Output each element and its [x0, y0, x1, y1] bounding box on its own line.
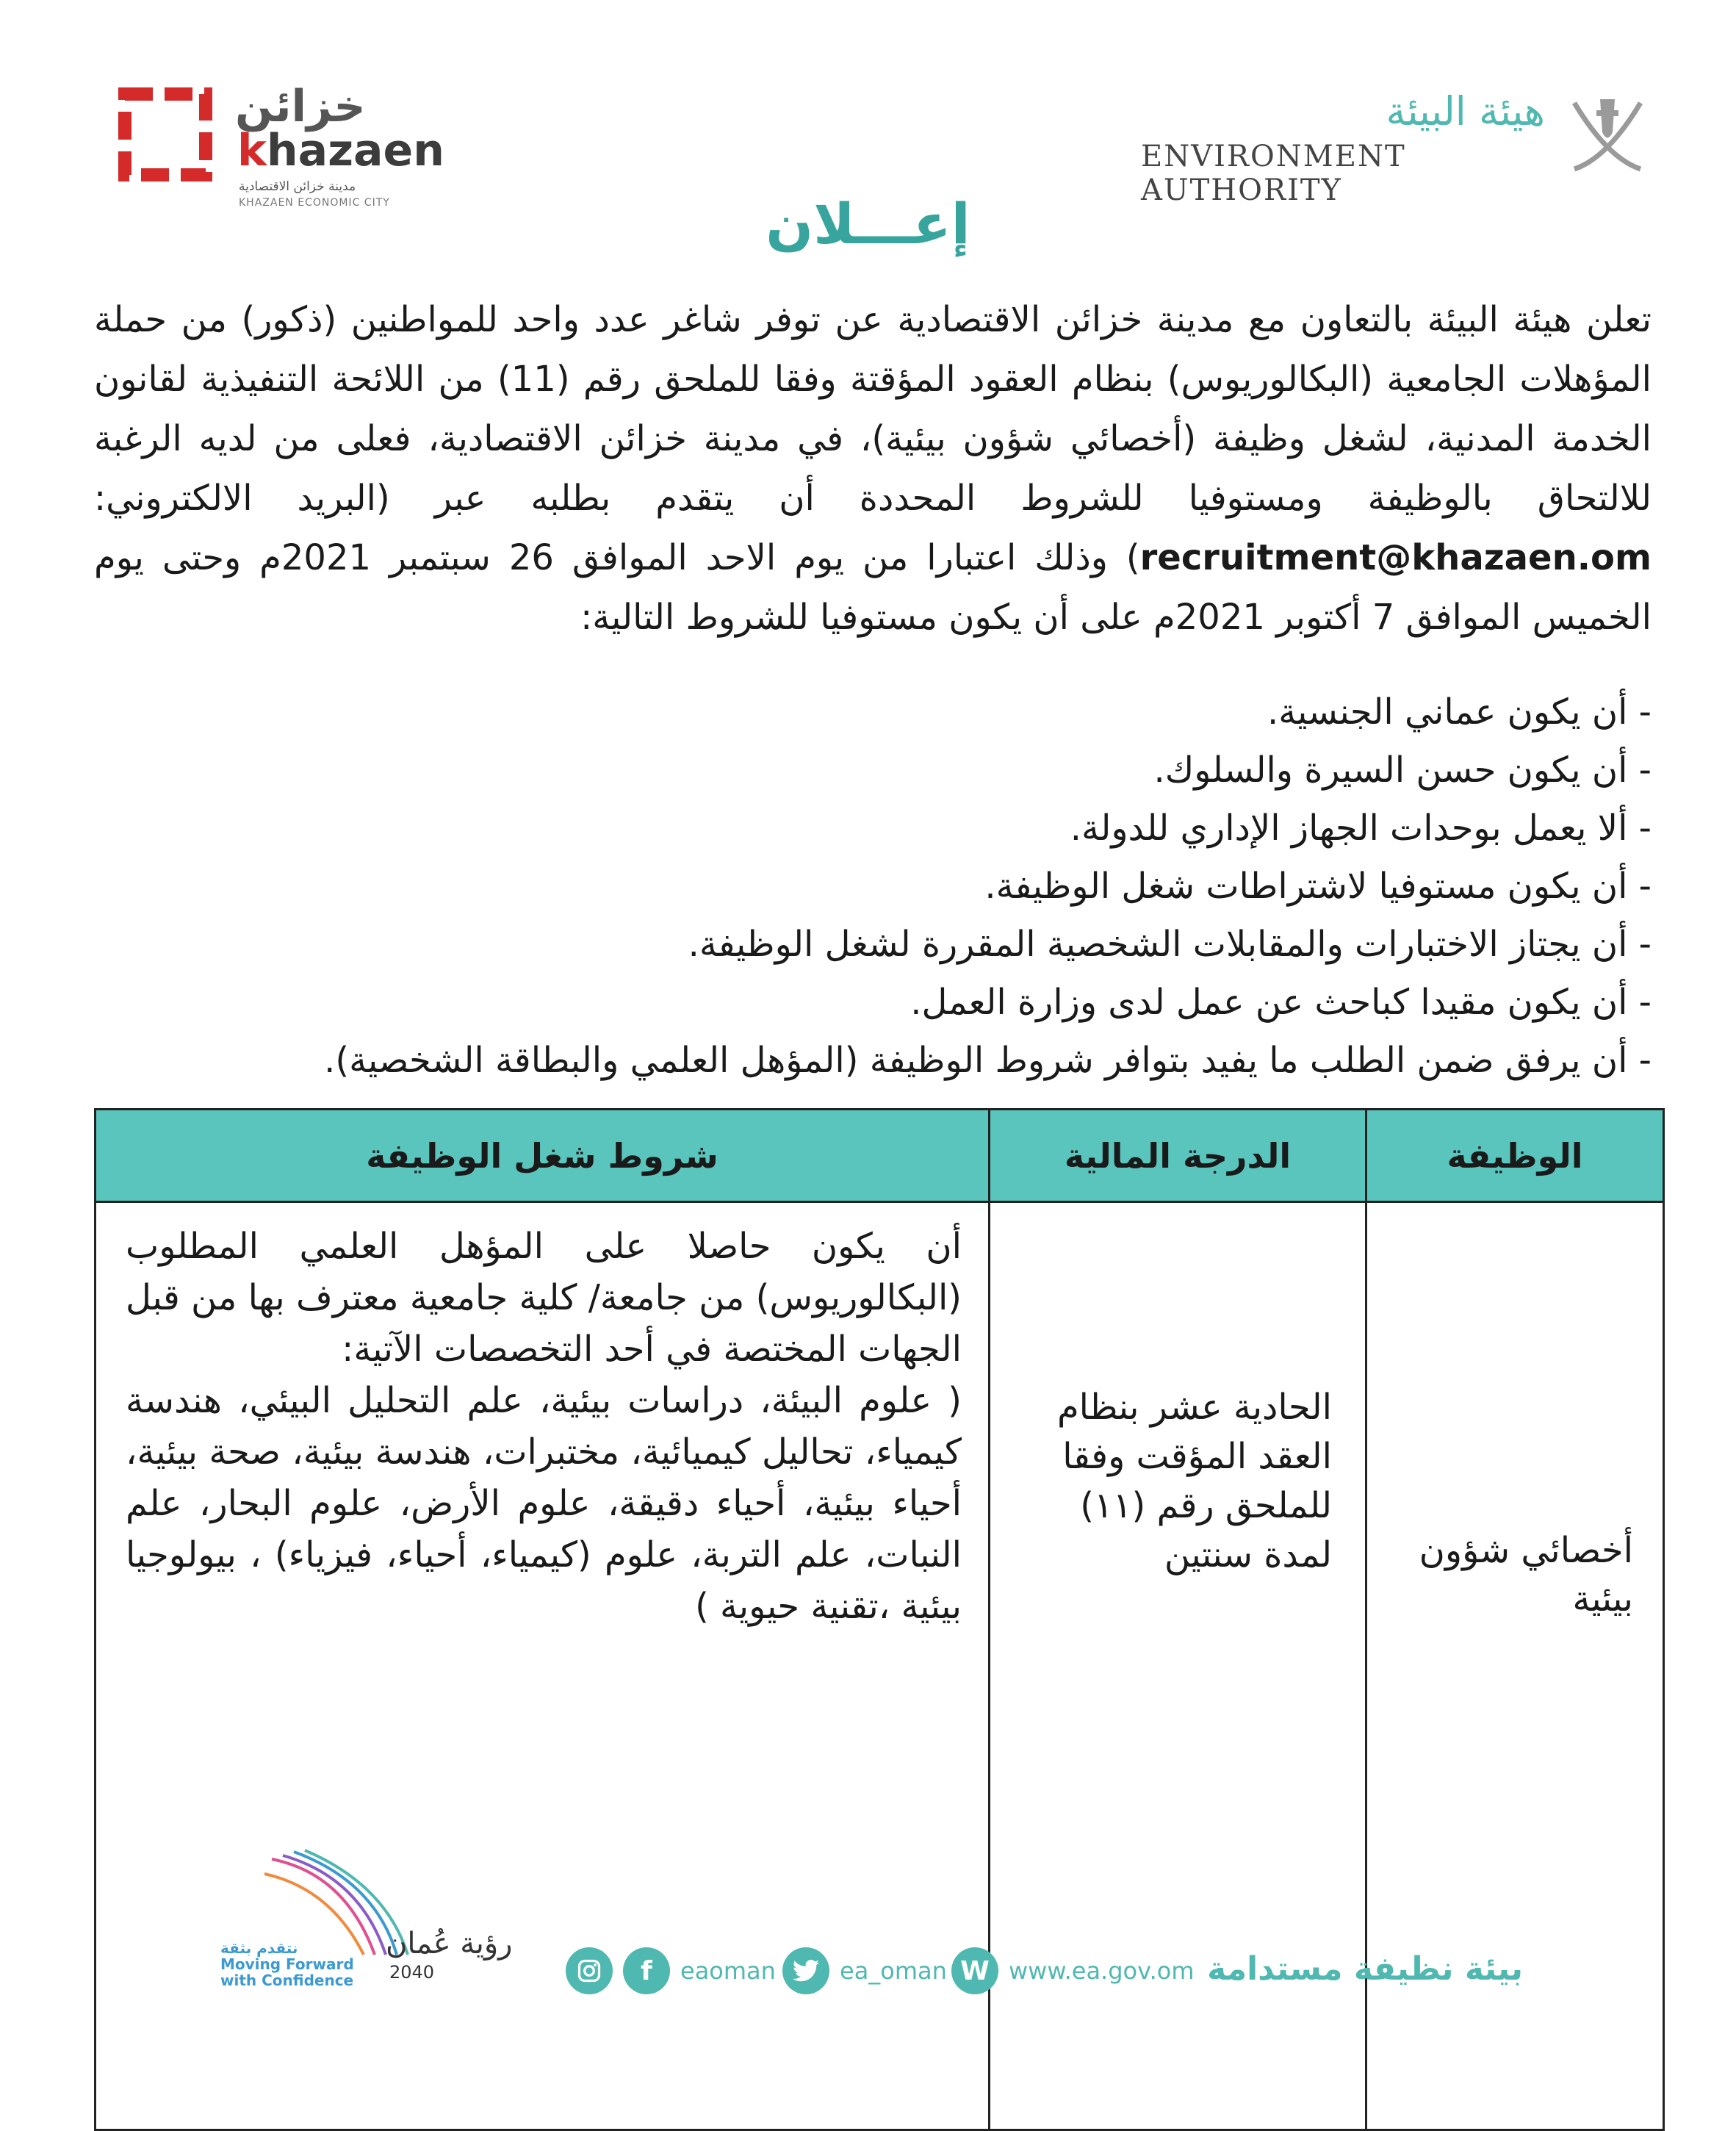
website-link[interactable]: www.ea.gov.om: [1009, 1957, 1195, 1985]
khazaen-arabic-name: خزائن: [235, 81, 366, 132]
table-header-row: [96, 1110, 1664, 1202]
footer-slogan: بيئة نظيفة مستدامة: [1207, 1950, 1523, 1988]
conditions-list: [65, 683, 1652, 1090]
khazaen-english-name: khazaen: [237, 125, 444, 176]
khazaen-logo: [118, 81, 444, 209]
vision-tagline: نتقدم بثقة Moving Forward with Confidence: [220, 1939, 354, 1989]
header-grade: الدرجة المالية: [990, 1110, 1366, 1202]
page-title: إعـــلان: [766, 191, 970, 256]
announcement-body: [94, 290, 1652, 647]
header-job: الوظيفة: [1366, 1110, 1664, 1202]
condition-item: - أن يكون مستوفيا لاشتراطات شغل الوظيفة.: [984, 866, 1652, 907]
requirements-specializations: ( علوم البيئة، دراسات بيئية، علم التحليل البيئي، هندسة كيمياء، تحاليل كيميائية، مختبرات، هندسة بيئية، صحة بيئية، أحياء بيئية، أحياء دقيقة، علوم الأرض، علوم البحار، علم النبات، علم التربة، علوم (كيمياء، أحياء، فيزياء) ، بيولوجيا بيئية ،تقنية حيوية ): [126, 1380, 962, 1627]
footer: [0, 1830, 1736, 1991]
website-icon: W: [951, 1947, 998, 1994]
announcement-paragraph: تعلن هيئة البيئة بالتعاون مع مدينة خزائن الاقتصادية عن توفر شاغر عدد واحد للمواطنين (ذكور) من حملة المؤهلات الجامعية (البكالوريوس) بنظام العقود المؤقتة وفقا للملحق رقم (11) من اللائحة التنفيذية لقانون الخدمة المدنية، لشغل وظيفة (أخصائي شؤون بيئية)، في مدينة خزائن الاقتصادية، فعلى من لديه الرغبة للالتحاق بالوظيفة ومستوفيا للشروط المحددة أن يتقدم بطلبه عبر (البريد الالكتروني: recruitment@khazaen.om) وذلك اعتبارا من يوم الاحد الموافق 26 سبتمبر 2021م وحتى يوم الخميس الموافق 7 أكتوبر 2021م على أن يكون مستوفيا للشروط التالية:: [94, 299, 1652, 638]
header-requirements: شروط شغل الوظيفة: [96, 1110, 990, 1202]
twitter-handle[interactable]: ea_oman: [840, 1957, 947, 1985]
vision-arabic-title: رؤية عُمان: [386, 1927, 513, 1961]
twitter-contact[interactable]: [782, 1947, 947, 1994]
ea-arabic-name: هيئة البيئة: [1386, 88, 1545, 134]
ea-english-name: ENVIRONMENT AUTHORITY: [1141, 140, 1406, 207]
condition-item: - ألا يعمل بوحدات الجهاز الإداري للدولة.: [1070, 808, 1652, 849]
environment-authority-logo: [1141, 88, 1655, 207]
website-contact[interactable]: [951, 1947, 1194, 1994]
condition-item: - أن يرفق ضمن الطلب ما يفيد بتوافر شروط الوظيفة (المؤهل العلمي والبطاقة الشخصية).: [324, 1040, 1652, 1081]
condition-item: - أن يكون حسن السيرة والسلوك.: [1153, 750, 1652, 791]
twitter-icon: [782, 1947, 829, 1994]
cell-financial-grade: الحادية عشر بنظام العقد المؤقت وفقا للملحق رقم (١١) لمدة سنتين: [990, 1202, 1366, 2130]
vision-year: 2040: [389, 1962, 435, 1983]
requirements-intro: أن يكون حاصلا على المؤهل العلمي المطلوب (البكالوريوس) من جامعة/ كلية جامعية معترف بها من قبل الجهات المختصة في أحد التخصصات الآتية:: [126, 1226, 962, 1370]
khazaen-english-subtitle: KHAZAEN ECONOMIC CITY: [239, 197, 390, 209]
facebook-icon[interactable]: f: [623, 1947, 670, 1994]
condition-item: - أن يكون مقيدا كباحث عن عمل لدى وزارة العمل.: [910, 982, 1652, 1023]
condition-item: - أن يجتاز الاختبارات والمقابلات الشخصية المقررة لشغل الوظيفة.: [688, 924, 1652, 965]
oman-emblem-icon: [1560, 88, 1655, 176]
khazaen-arabic-subtitle: مدينة خزائن الاقتصادية: [239, 179, 356, 194]
oman-vision-logo: [220, 1844, 588, 1991]
khazaen-mark-icon: [118, 87, 213, 182]
condition-item: - أن يكون عماني الجنسية.: [1267, 691, 1652, 733]
recruitment-email-link[interactable]: recruitment@khazaen.om: [1139, 537, 1652, 578]
facebook-instagram-contact[interactable]: [566, 1947, 776, 1994]
cell-job-title: أخصائي شؤون بيئية: [1366, 1202, 1664, 2130]
facebook-instagram-handle[interactable]: eaoman: [680, 1957, 776, 1985]
